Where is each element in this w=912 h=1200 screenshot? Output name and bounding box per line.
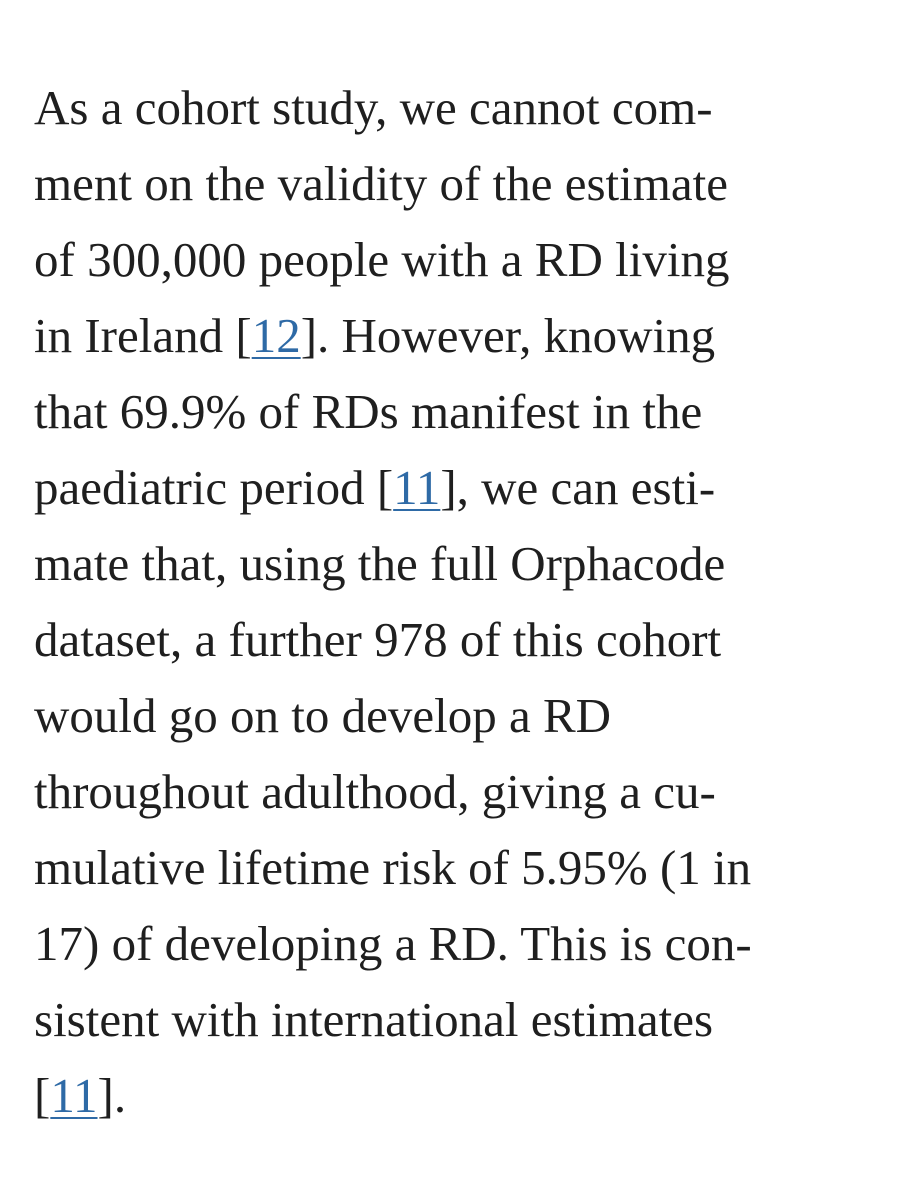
line-text: paediatric period [ (34, 460, 394, 515)
paragraph-line: As a cohort study, we cannot com- (34, 80, 713, 135)
paragraph-line: throughout adulthood, giving a cu- (34, 764, 716, 819)
line-text: ], we can esti- (440, 460, 716, 515)
paragraph-line: that 69.9% of RDs manifest in the (34, 384, 703, 439)
line-text: [ (34, 1068, 51, 1123)
reference-link-11[interactable]: 11 (50, 1068, 98, 1123)
reference-link-11[interactable]: 11 (393, 460, 441, 515)
paragraph-line: ment on the validity of the estimate (34, 156, 728, 211)
reference-link-12[interactable]: 12 (251, 308, 301, 363)
paragraph-line (34, 450, 894, 526)
line-text: in Ireland [ (34, 308, 252, 363)
paragraph-line: mate that, using the full Orphacode (34, 536, 726, 591)
paragraph-line (34, 298, 894, 374)
paragraph-line: would go on to develop a RD (34, 688, 612, 743)
paragraph-line: of 300,000 people with a RD living (34, 232, 730, 287)
paragraph-line: sistent with international estimates (34, 992, 714, 1047)
paragraph-line: 17) of developing a RD. This is con- (34, 916, 752, 971)
paragraph-line (34, 1058, 894, 1134)
paragraph-line: mulative lifetime risk of 5.95% (1 in (34, 840, 752, 895)
line-text: ]. However, knowing (300, 308, 716, 363)
paragraph-line: dataset, a further 978 of this cohort (34, 612, 722, 667)
article-paragraph (34, 70, 894, 1134)
line-text: ]. (97, 1068, 127, 1123)
